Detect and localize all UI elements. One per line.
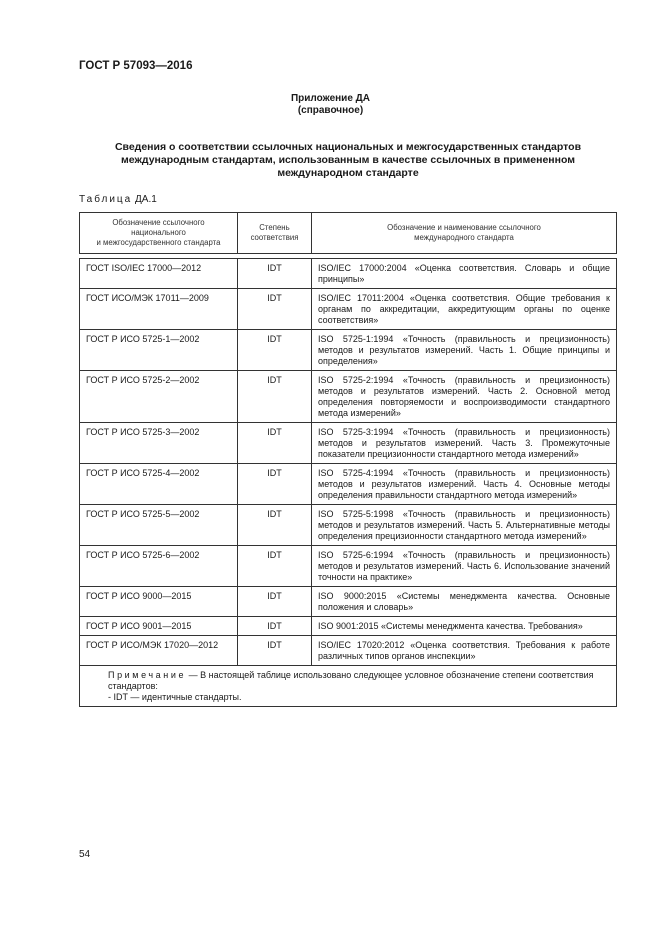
conformity-degree: IDT — [238, 330, 312, 371]
national-standard-code: ГОСТ Р ИСО 5725-1—2002 — [80, 330, 238, 371]
table-caption-word: Таблица — [79, 194, 133, 205]
conformity-degree: IDT — [238, 259, 312, 289]
national-standard-code: ГОСТ Р ИСО 5725-4—2002 — [80, 464, 238, 505]
conformity-degree: IDT — [238, 546, 312, 587]
annex-subtitle: (справочное) — [297, 105, 364, 116]
table-row — [80, 587, 617, 617]
annex-header — [0, 93, 661, 117]
national-standard-code: ГОСТ ISO/IEC 17000—2012 — [80, 259, 238, 289]
note-item: - IDT — идентичные стандарты. — [108, 692, 242, 702]
header-international-standard: Обозначение и наименование ссылочного международного стандарта — [312, 213, 617, 254]
table-row — [80, 371, 617, 423]
table-row — [80, 505, 617, 546]
international-standard-title: ISO/IEC 17011:2004 «Оценка соответствия. Общие требования к органам по аккредитации, аккредитующим органы по оценке соответствия» — [312, 289, 617, 330]
table-row — [80, 289, 617, 330]
note-text: — В настоящей таблице использовано следующее условное обозначение степени соответствия стандартов: — [108, 670, 594, 691]
international-standard-title: ISO 5725-3:1994 «Точность (правильность и прецизионность) методов и результатов измерений. Часть 3. Промежуточные показатели прецизионности стандартного метода измерений» — [312, 423, 617, 464]
table-caption — [79, 194, 157, 205]
heading-line: международном стандарте — [277, 167, 419, 179]
document-code: ГОСТ Р 57093—2016 — [79, 60, 193, 72]
table-row — [80, 546, 617, 587]
national-standard-code: ГОСТ Р ИСО 9001—2015 — [80, 617, 238, 636]
conformity-degree: IDT — [238, 423, 312, 464]
table-row — [80, 423, 617, 464]
national-standard-code: ГОСТ Р ИСО 9000—2015 — [80, 587, 238, 617]
table-caption-number: ДА.1 — [135, 194, 157, 205]
national-standard-code: ГОСТ Р ИСО 5725-3—2002 — [80, 423, 238, 464]
national-standard-code: ГОСТ Р ИСО 5725-6—2002 — [80, 546, 238, 587]
table-row — [80, 330, 617, 371]
international-standard-title: ISO 5725-6:1994 «Точность (правильность и прецизионность) методов и результатов измерений. Часть 6. Использование значений точности на практике» — [312, 546, 617, 587]
conformity-degree: IDT — [238, 587, 312, 617]
national-standard-code: ГОСТ Р ИСО/МЭК 17020—2012 — [80, 636, 238, 666]
section-heading — [80, 141, 616, 180]
note-lead: Примечание — [108, 670, 187, 680]
international-standard-title: ISO 9000:2015 «Системы менеджмента качества. Основные положения и словарь» — [312, 587, 617, 617]
table-row — [80, 617, 617, 636]
annex-title: Приложение ДА — [290, 93, 371, 104]
header-national-standard: Обозначение ссылочного национального и межгосударственного стандарта — [80, 213, 238, 254]
national-standard-code: ГОСТ Р ИСО 5725-2—2002 — [80, 371, 238, 423]
national-standard-code: ГОСТ Р ИСО 5725-5—2002 — [80, 505, 238, 546]
table-row — [80, 259, 617, 289]
table-note-row — [80, 666, 617, 707]
heading-line: Сведения о соответствии ссылочных национальных и межгосударственных стандартов — [114, 141, 582, 153]
international-standard-title: ISO 5725-4:1994 «Точность (правильность и прецизионность) методов и результатов измерений. Часть 4. Основные методы определения правильности стандартного метода измерений» — [312, 464, 617, 505]
header-conformity-degree: Степень соответствия — [238, 213, 312, 254]
international-standard-title: ISO 5725-5:1998 «Точность (правильность и прецизионность) методов и результатов измерений. Часть 5. Альтернативные методы определения прецизионности стандартного метода измерений» — [312, 505, 617, 546]
table-row — [80, 464, 617, 505]
table-note — [80, 666, 617, 707]
national-standard-code: ГОСТ ИСО/МЭК 17011—2009 — [80, 289, 238, 330]
international-standard-title: ISO 5725-2:1994 «Точность (правильность и прецизионность) методов и результатов измерений. Часть 2. Основной метод определения повторяемости и воспроизводимости стандартного метода измерений» — [312, 371, 617, 423]
conformity-degree: IDT — [238, 505, 312, 546]
international-standard-title: ISO 9001:2015 «Системы менеджмента качества. Требования» — [312, 617, 617, 636]
international-standard-title: ISO/IEC 17000:2004 «Оценка соответствия. Словарь и общие принципы» — [312, 259, 617, 289]
conformity-degree: IDT — [238, 371, 312, 423]
heading-line: международным стандартам, использованным в качестве ссылочных в примененном — [120, 154, 576, 166]
international-standard-title: ISO 5725-1:1994 «Точность (правильность и прецизионность) методов и результатов измерений. Часть 1. Общие принципы и определения» — [312, 330, 617, 371]
page-number: 54 — [79, 849, 91, 860]
conformity-degree: IDT — [238, 636, 312, 666]
international-standard-title: ISO/IEC 17020:2012 «Оценка соответствия. Требования к работе различных типов органов инспекции» — [312, 636, 617, 666]
table-row — [80, 636, 617, 666]
conformity-degree: IDT — [238, 464, 312, 505]
conformity-degree: IDT — [238, 289, 312, 330]
reference-table — [79, 212, 617, 707]
table-header-row — [80, 213, 617, 254]
conformity-degree: IDT — [238, 617, 312, 636]
